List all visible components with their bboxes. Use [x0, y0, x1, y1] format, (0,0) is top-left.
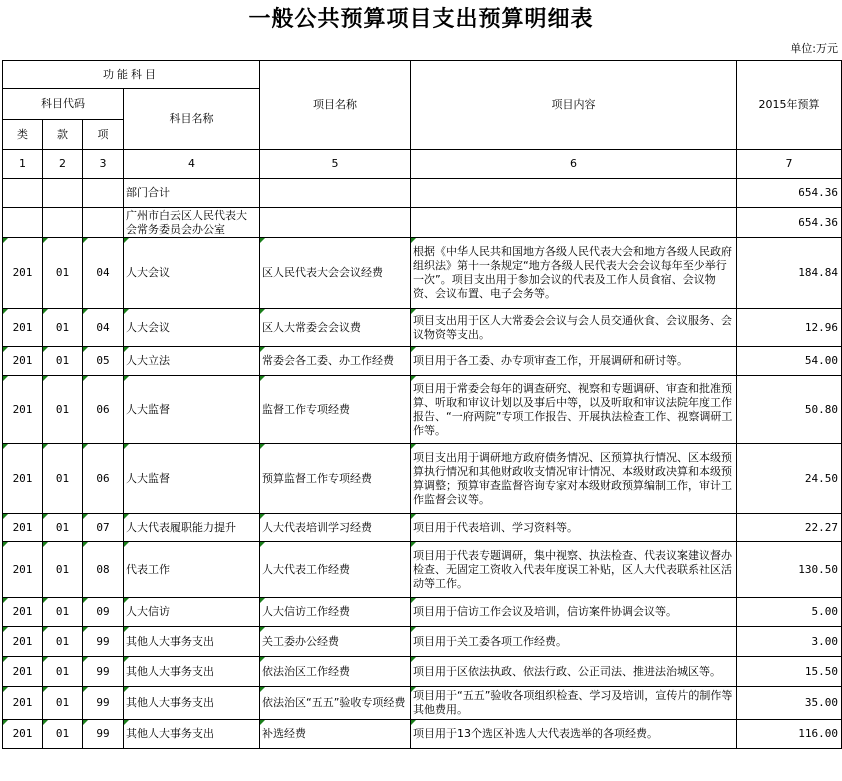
cell-project-content: 项目用于代表专题调研，集中视察、执法检查、代表议案建议督办检查、无固定工资收入代表年度误工补贴，区人大代表联系社区活动等工作。 — [411, 542, 737, 598]
cell-lei: 201 — [3, 627, 43, 657]
table-row — [3, 444, 842, 514]
header-project-content: 项目内容 — [411, 61, 737, 150]
cell-xiang: 06 — [83, 376, 124, 444]
cell-kuan: 01 — [43, 309, 83, 347]
cell-project-name: 依法治区工作经费 — [260, 657, 411, 687]
cell-budget: 5.00 — [737, 598, 842, 627]
cell-project-name: 依法治区“五五”验收专项经费 — [260, 687, 411, 720]
cell-kuan: 01 — [43, 376, 83, 444]
header-xiang: 项 — [83, 120, 124, 150]
cell-project-content — [411, 179, 737, 208]
cell-budget: 3.00 — [737, 627, 842, 657]
cell-kuan — [43, 179, 83, 208]
cell-budget: 116.00 — [737, 720, 842, 749]
cell-lei — [3, 208, 43, 238]
cell-kuan: 01 — [43, 657, 83, 687]
cell-project-name: 人大信访工作经费 — [260, 598, 411, 627]
cell-project-content: 项目支出用于调研地方政府债务情况、区预算执行情况、区本级预算执行情况和其他财政收支情况审计情况、本级财政决算和本级预算调整；预算审查监督咨询专家对本级财政预算编制工作，审计工作监督会议等。 — [411, 444, 737, 514]
header-kuan: 款 — [43, 120, 83, 150]
cell-lei: 201 — [3, 444, 43, 514]
cell-subject-name: 部门合计 — [124, 179, 260, 208]
cell-project-content: 项目用于各工委、办专项审查工作，开展调研和研讨等。 — [411, 347, 737, 376]
table-row — [3, 208, 842, 238]
cell-subject-name: 人大代表履职能力提升 — [124, 514, 260, 542]
cell-budget: 654.36 — [737, 208, 842, 238]
cell-lei: 201 — [3, 347, 43, 376]
col-num: 3 — [83, 150, 124, 179]
table-row — [3, 720, 842, 749]
cell-lei: 201 — [3, 687, 43, 720]
header-subject-code: 科目代码 — [3, 89, 124, 120]
cell-xiang: 04 — [83, 309, 124, 347]
cell-subject-name: 广州市白云区人民代表大会常务委员会办公室 — [124, 208, 260, 238]
cell-kuan: 01 — [43, 598, 83, 627]
cell-xiang: 99 — [83, 627, 124, 657]
table-row — [3, 627, 842, 657]
cell-project-content: 项目用于常委会每年的调查研究、视察和专题调研、审查和批准预算、听取和审议计划以及事后中等，以及听取和审议法院年度工作报告、“一府两院”专项工作报告、开展执法检查工作、视察调研工作等。 — [411, 376, 737, 444]
cell-xiang: 99 — [83, 687, 124, 720]
cell-xiang: 04 — [83, 238, 124, 309]
cell-project-name — [260, 179, 411, 208]
cell-kuan: 01 — [43, 444, 83, 514]
cell-lei: 201 — [3, 598, 43, 627]
cell-lei: 201 — [3, 720, 43, 749]
col-num: 5 — [260, 150, 411, 179]
cell-project-content: 根据《中华人民共和国地方各级人民代表大会和地方各级人民政府组织法》第十一条规定“地方各级人民代表大会会议每年至少举行一次”。项目支出用于参加会议的代表及工作人员食宿、会议物资、会议布置、电子会务等。 — [411, 238, 737, 309]
cell-xiang: 99 — [83, 720, 124, 749]
cell-project-name: 常委会各工委、办工作经费 — [260, 347, 411, 376]
cell-subject-name: 人大立法 — [124, 347, 260, 376]
cell-lei: 201 — [3, 514, 43, 542]
cell-xiang: 05 — [83, 347, 124, 376]
header-func-subject: 功能科目 — [3, 61, 260, 89]
table-row — [3, 376, 842, 444]
table-row — [3, 542, 842, 598]
cell-lei: 201 — [3, 542, 43, 598]
table-row — [3, 598, 842, 627]
cell-kuan: 01 — [43, 514, 83, 542]
header-budget-2015: 2015年预算 — [737, 61, 842, 150]
cell-xiang — [83, 208, 124, 238]
cell-subject-name: 其他人大事务支出 — [124, 720, 260, 749]
cell-subject-name: 其他人大事务支出 — [124, 657, 260, 687]
cell-project-content: 项目用于信访工作会议及培训，信访案件协调会议等。 — [411, 598, 737, 627]
cell-budget: 12.96 — [737, 309, 842, 347]
unit-label: 单位:万元 — [790, 42, 838, 55]
cell-kuan: 01 — [43, 720, 83, 749]
cell-lei: 201 — [3, 309, 43, 347]
col-num: 6 — [411, 150, 737, 179]
cell-xiang: 08 — [83, 542, 124, 598]
cell-kuan: 01 — [43, 238, 83, 309]
table-row — [3, 514, 842, 542]
table-row — [3, 657, 842, 687]
cell-project-name: 区人民代表大会会议经费 — [260, 238, 411, 309]
col-num: 4 — [124, 150, 260, 179]
cell-kuan: 01 — [43, 627, 83, 657]
cell-project-name: 关工委办公经费 — [260, 627, 411, 657]
table-row — [3, 347, 842, 376]
header-lei: 类 — [3, 120, 43, 150]
cell-budget: 54.00 — [737, 347, 842, 376]
cell-project-content — [411, 208, 737, 238]
table-row — [3, 179, 842, 208]
cell-project-content: 项目用于13个选区补选人大代表选举的各项经费。 — [411, 720, 737, 749]
cell-subject-name: 人大会议 — [124, 238, 260, 309]
header-project-name: 项目名称 — [260, 61, 411, 150]
cell-lei: 201 — [3, 376, 43, 444]
cell-kuan: 01 — [43, 687, 83, 720]
cell-budget: 15.50 — [737, 657, 842, 687]
cell-subject-name: 人大监督 — [124, 444, 260, 514]
cell-subject-name: 其他人大事务支出 — [124, 687, 260, 720]
cell-project-name: 区人大常委会会议费 — [260, 309, 411, 347]
cell-project-content: 项目用于“五五”验收各项组织检查、学习及培训，宣传片的制作等其他费用。 — [411, 687, 737, 720]
cell-xiang: 09 — [83, 598, 124, 627]
budget-table — [2, 60, 842, 749]
table-row — [3, 687, 842, 720]
cell-project-content: 项目支出用于区人大常委会会议与会人员交通伙食、会议服务、会议物资等支出。 — [411, 309, 737, 347]
cell-project-name: 人大代表工作经费 — [260, 542, 411, 598]
cell-lei: 201 — [3, 657, 43, 687]
cell-project-content: 项目用于区依法执政、依法行政、公正司法、推进法治城区等。 — [411, 657, 737, 687]
col-num: 2 — [43, 150, 83, 179]
cell-subject-name: 其他人大事务支出 — [124, 627, 260, 657]
cell-project-content: 项目用于代表培训、学习资料等。 — [411, 514, 737, 542]
cell-project-content: 项目用于关工委各项工作经费。 — [411, 627, 737, 657]
cell-subject-name: 人大会议 — [124, 309, 260, 347]
cell-xiang — [83, 179, 124, 208]
cell-project-name: 人大代表培训学习经费 — [260, 514, 411, 542]
cell-xiang: 99 — [83, 657, 124, 687]
cell-budget: 24.50 — [737, 444, 842, 514]
cell-project-name: 预算监督工作专项经费 — [260, 444, 411, 514]
header-subject-name: 科目名称 — [124, 89, 260, 150]
cell-budget: 130.50 — [737, 542, 842, 598]
cell-xiang: 07 — [83, 514, 124, 542]
col-num: 1 — [3, 150, 43, 179]
cell-kuan — [43, 208, 83, 238]
page-title: 一般公共预算项目支出预算明细表 — [248, 6, 594, 32]
cell-kuan: 01 — [43, 542, 83, 598]
cell-project-name: 监督工作专项经费 — [260, 376, 411, 444]
cell-subject-name: 人大信访 — [124, 598, 260, 627]
cell-lei: 201 — [3, 238, 43, 309]
cell-xiang: 06 — [83, 444, 124, 514]
cell-subject-name: 代表工作 — [124, 542, 260, 598]
cell-subject-name: 人大监督 — [124, 376, 260, 444]
cell-budget: 654.36 — [737, 179, 842, 208]
col-num: 7 — [737, 150, 842, 179]
cell-budget: 22.27 — [737, 514, 842, 542]
cell-project-name — [260, 208, 411, 238]
cell-kuan: 01 — [43, 347, 83, 376]
table-row — [3, 238, 842, 309]
cell-project-name: 补选经费 — [260, 720, 411, 749]
cell-budget: 50.80 — [737, 376, 842, 444]
table-row — [3, 309, 842, 347]
cell-budget: 35.00 — [737, 687, 842, 720]
cell-budget: 184.84 — [737, 238, 842, 309]
cell-lei — [3, 179, 43, 208]
